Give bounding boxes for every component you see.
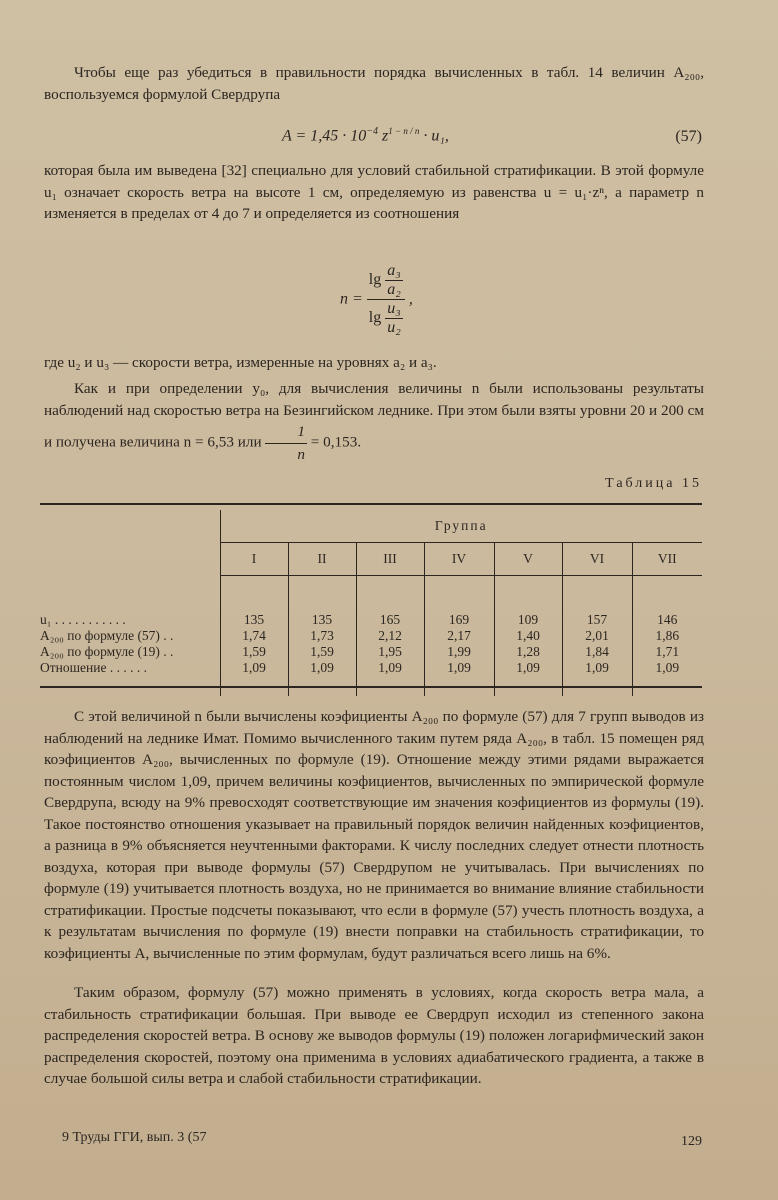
table-bottom-rule (40, 686, 702, 688)
row-label: Отношение . . . . . . (40, 659, 147, 675)
table-row (40, 612, 702, 628)
table-cell: 1,40 (494, 628, 562, 644)
table-cell: 1,59 (288, 644, 356, 660)
paragraph-observations-text: Как и при определении y₀, для вычисления величины n были использованы результаты наблюдений над скоростью ветра на Безингийском леднике. При этом были взяты уровни 20 и 200 см и получена величина n = 6,53 или (44, 380, 704, 451)
table-cell: 1,09 (632, 660, 702, 676)
formula-n-num-lg: lg (368, 271, 382, 289)
table-cell: 1,86 (632, 628, 702, 644)
table-cell: 1,09 (494, 660, 562, 676)
formula-57-lhs: A = 1,45 · 10 (282, 127, 367, 145)
table-corner (40, 510, 220, 543)
formula-n (340, 262, 413, 337)
row-label: A₂₀₀ по формуле (57) . . (40, 627, 174, 643)
formula-57-number: (57) (675, 128, 702, 145)
table-cell: 1,74 (220, 628, 288, 644)
table-cell: 109 (494, 612, 562, 628)
formula-n-num-top: a₃ (387, 262, 401, 279)
formula-n-denominator (367, 300, 405, 337)
formula-n-num-bot: a₂ (387, 281, 401, 298)
paragraph-conclusion: Таким образом, формулу (57) можно применять в условиях, когда скорость ветра мала, а стабильность стратификации большая. При выводе ее Свердруп исходил из степенного закона распределения скоростей ветра. В основу же выводов формулы (19) положен логарифмический закон распределения скоростей, поэтому она применима в условиях адиабатического градиента, а также в случае большой силы ветра и слабой стабильности стратификации. (44, 984, 704, 1087)
table-cell: 157 (562, 612, 632, 628)
paragraph-where: где u₂ и u₃ — скорости ветра, измеренные на уровнях a₂ и a₃. (44, 354, 437, 371)
table-cell: 169 (424, 612, 494, 628)
paragraph-observations (44, 378, 704, 465)
table-top-rule (40, 503, 702, 505)
table-corner-2 (40, 543, 220, 576)
paragraph-observations-end: = 0,153. (310, 433, 362, 451)
table-cell: 1,95 (356, 644, 424, 660)
data-table (40, 510, 702, 696)
table-row (40, 660, 702, 676)
table-cell: 135 (220, 612, 288, 628)
formula-n-den-top: u₃ (387, 300, 401, 317)
formula-n-lhs: n = (340, 290, 363, 308)
formula-57-rhs: · u₁, (423, 127, 449, 145)
formula-n-trail: , (408, 290, 413, 308)
table-cell: 1,99 (424, 644, 494, 660)
table-cell: 135 (288, 612, 356, 628)
formula-57-exp2: 1 − n / n (388, 126, 420, 136)
row-label: A₂₀₀ по формуле (19) . . (40, 643, 174, 659)
formula-n-den-lg: lg (368, 309, 382, 327)
table-cell: 1,09 (356, 660, 424, 676)
formula-n-num-inner (385, 262, 403, 299)
inline-fraction-num: 1 (265, 421, 307, 444)
formula-n-fraction (367, 262, 405, 337)
column-header: VII (632, 543, 702, 576)
table-group-header: Группа (220, 510, 702, 543)
table-cell: 146 (632, 612, 702, 628)
table-row (40, 628, 702, 644)
table-cell: 1,09 (288, 660, 356, 676)
formula-57-exp1: −4 (366, 126, 379, 137)
table-cell: 1,71 (632, 644, 702, 660)
column-header: I (220, 543, 288, 576)
table-cell: 1,09 (424, 660, 494, 676)
formula-sverdrup (282, 126, 449, 145)
footer-signature: 9 Труды ГГИ, вып. 3 (57 (62, 1130, 207, 1145)
paragraph-coefficients: С этой величиной n были вычислены коэфициенты A₂₀₀ по формуле (57) для 7 групп выводов из наблюдений на леднике Имат. Помимо вычисленного таким путем ряда A₂₀₀, в табл. 15 помещен ряд коэфициентов A₂₀₀, вычисленных по формуле (19). Отношение между этими рядами выражается постоянным числом 1,09, причем величины коэфициентов, вычисленных по эмпирической формуле Свердрупа, всюду на 9% превосходят соответствующие им значения коэфициентов из формулы (19). Такое постоянство отношения указывает на правильный порядок величин найденных коэфициентов, а разница в 9% объясняется неучтенными факторами. К числу последних следует отнести плотность воздуха, которая при выводе формулы (57) Свердрупом не учитывалась. При вычислениях по формуле (19) учитывается плотность воздуха, но не принимается во внимание влияние стабильности стратификации. Простые подсчеты показывают, что если в формуле (57) учесть плотность воздуха, а к результатам вычисления по формуле (19) внести поправки на стабильность стратификации, то коэфициенты A, вычисленные по этим формулам, будут различаться всего лишь на 6%. (44, 708, 704, 962)
table-row (40, 644, 702, 660)
page-number: 129 (681, 1134, 702, 1149)
column-header: II (288, 543, 356, 576)
column-header: IV (424, 543, 494, 576)
table-cell: 2,17 (424, 628, 494, 644)
column-header: V (494, 543, 562, 576)
paragraph-explanation: которая была им выведена [32] специально для условий стабильной стратификации. В этой формуле u₁ означает скорость ветра на высоте 1 см, определяемую из равенства u = u₁·zⁿ, а параметр n изменяется в пределах от 4 до 7 и определяется из соотношения (44, 162, 704, 222)
table-cell: 1,84 (562, 644, 632, 660)
table-cell: 1,59 (220, 644, 288, 660)
table-cell: 2,01 (562, 628, 632, 644)
table-cell: 1,09 (562, 660, 632, 676)
formula-n-den-bot: u₂ (387, 319, 401, 336)
column-header: III (356, 543, 424, 576)
inline-fraction-den: n (297, 445, 305, 463)
inline-fraction (265, 421, 307, 465)
column-header: VI (562, 543, 632, 576)
table-cell: 1,09 (220, 660, 288, 676)
table-cell: 1,28 (494, 644, 562, 660)
table-cell: 2,12 (356, 628, 424, 644)
table-caption: Таблица 15 (605, 476, 702, 491)
table-cell: 1,73 (288, 628, 356, 644)
formula-57-z: z (382, 127, 389, 145)
formula-n-den-inner (385, 300, 403, 337)
formula-n-numerator (367, 262, 405, 300)
table-cell: 165 (356, 612, 424, 628)
paragraph-intro: Чтобы еще раз убедиться в правильности порядка вычисленных в табл. 14 величин A₂₀₀, воспользуемся формулой Свердрупа (44, 64, 704, 103)
row-label: u₁ . . . . . . . . . . . (40, 611, 126, 627)
